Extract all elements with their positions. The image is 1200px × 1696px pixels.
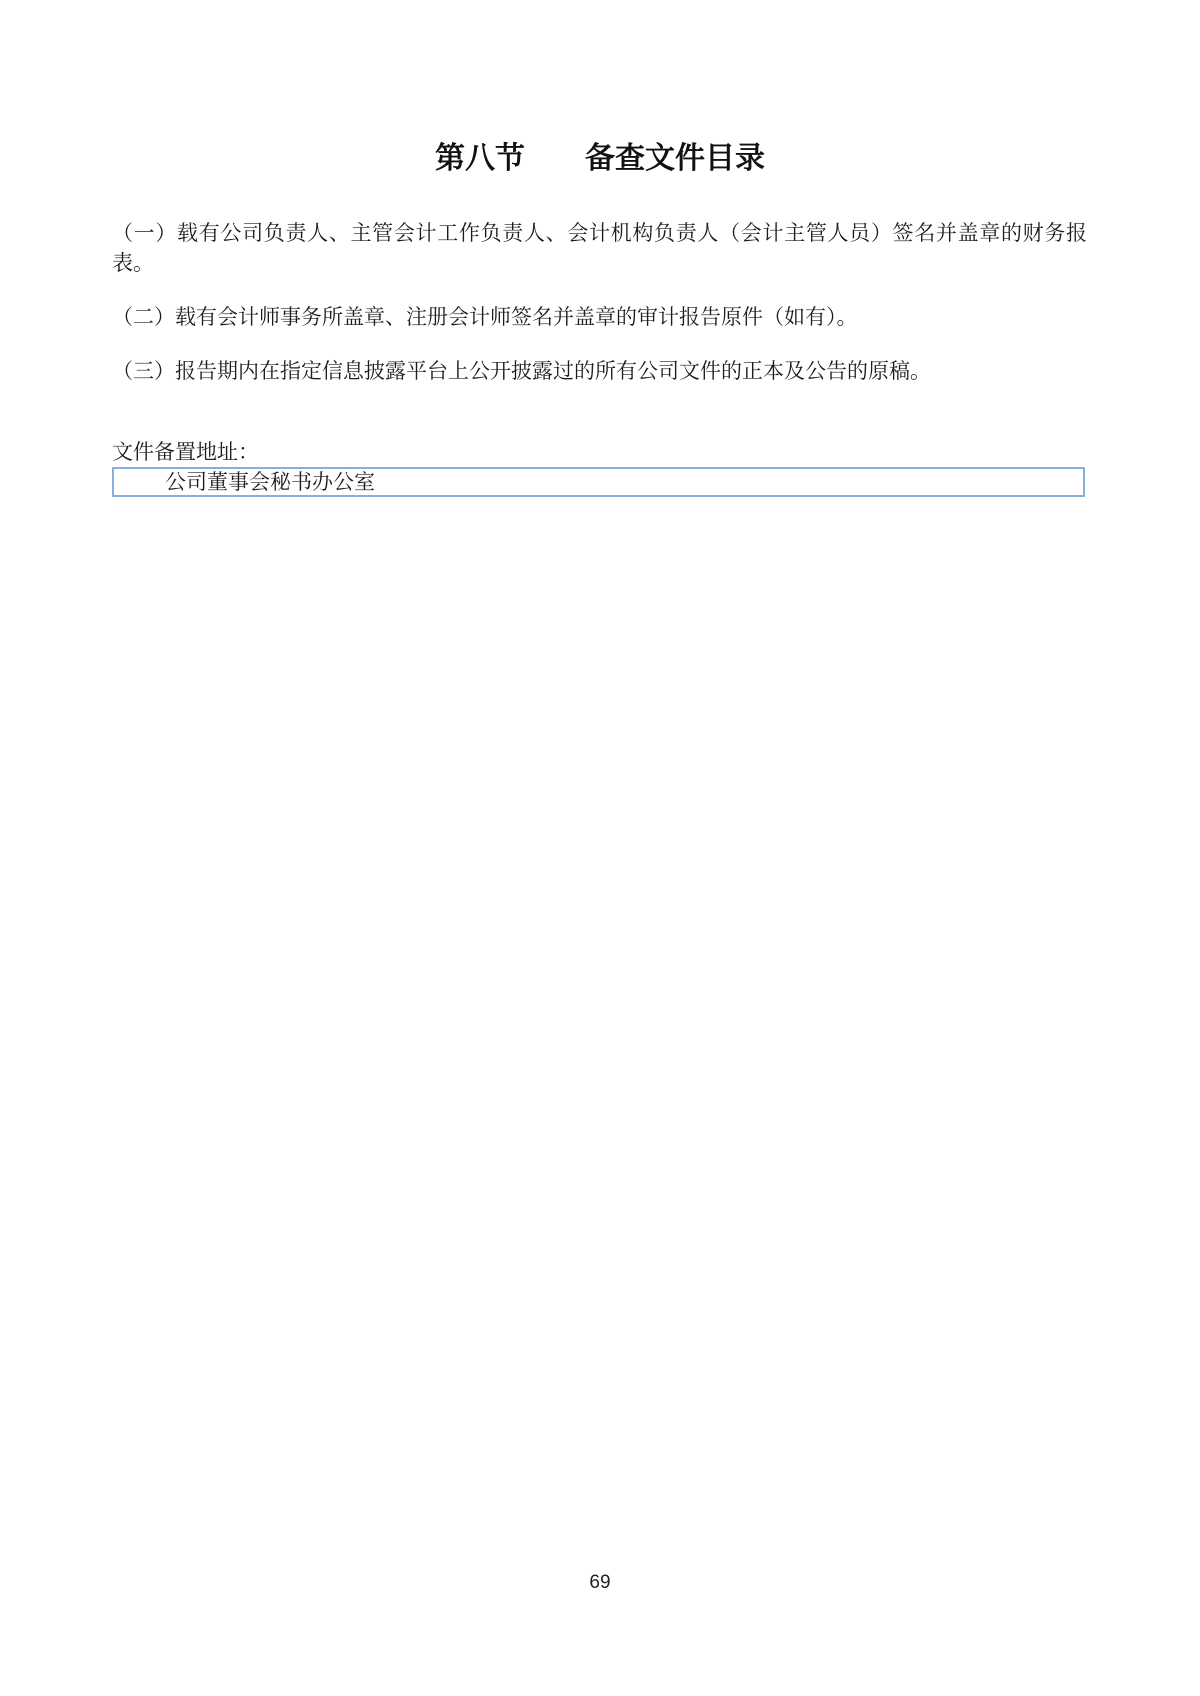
page-number: 69 bbox=[589, 1572, 611, 1593]
paragraph-item-2: （二）载有会计师事务所盖章、注册会计师签名并盖章的审计报告原件（如有）。 bbox=[112, 305, 858, 329]
paragraph-item-1: （一）载有公司负责人、主管会计工作负责人、会计机构负责人（会计主管人员）签名并盖章的财务报表。 bbox=[112, 221, 1087, 275]
paragraph-item-3: （三）报告期内在指定信息披露平台上公开披露过的所有公司文件的正本及公告的原稿。 bbox=[112, 359, 931, 383]
filing-address-section bbox=[112, 438, 1085, 497]
body-content bbox=[112, 218, 1087, 410]
filing-address-label: 文件备置地址： bbox=[112, 440, 259, 464]
filing-address-value: 公司董事会秘书办公室 bbox=[165, 470, 375, 494]
filing-address-box bbox=[112, 467, 1085, 497]
section-title: 第八节 备查文件目录 bbox=[435, 142, 765, 175]
